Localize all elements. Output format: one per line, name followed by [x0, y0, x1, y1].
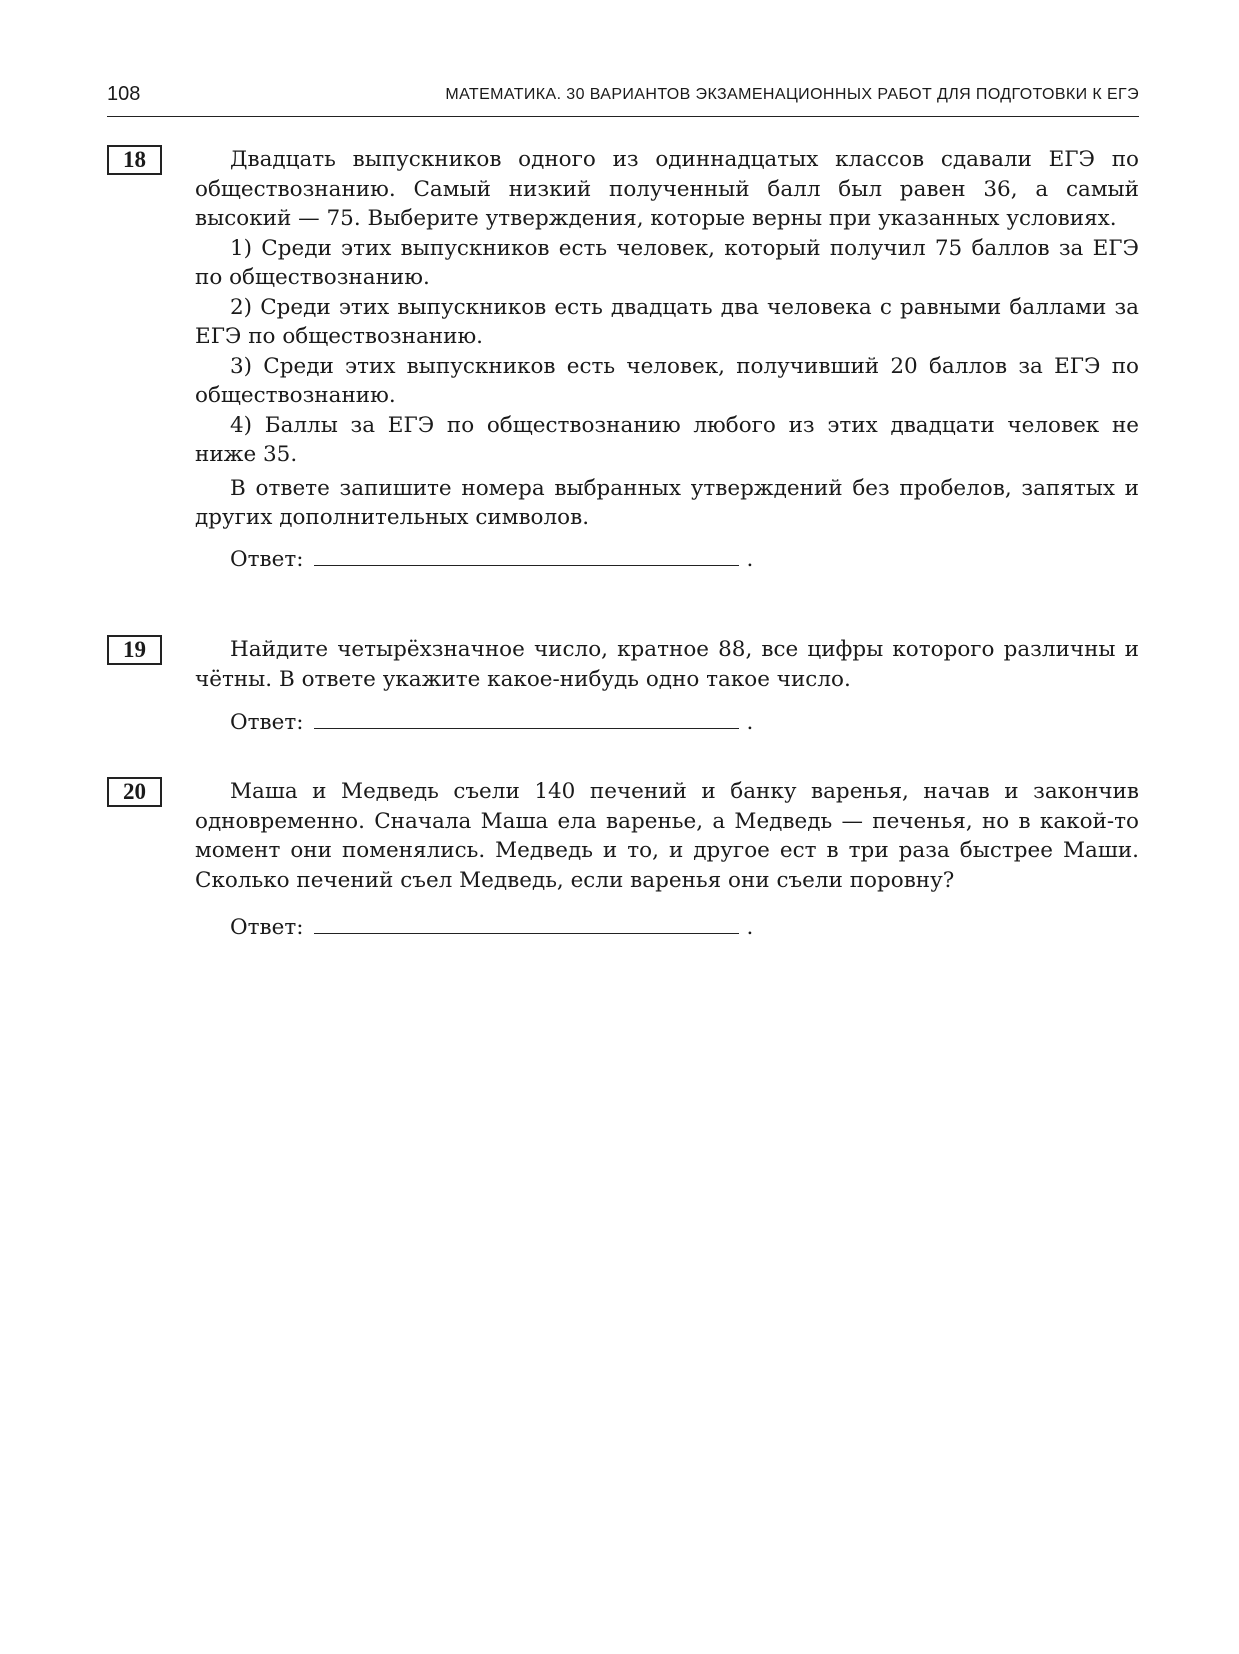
task-body	[195, 145, 1139, 571]
task-body	[195, 777, 1139, 939]
running-title: МАТЕМАТИКА. 30 ВАРИАНТОВ ЭКЗАМЕНАЦИОННЫХ РАБОТ ДЛЯ ПОДГОТОВКИ К ЕГЭ	[445, 86, 1139, 103]
answer-label: Ответ:	[230, 546, 304, 572]
answer-end-dot: .	[746, 915, 754, 940]
answer-label: Ответ:	[230, 915, 304, 940]
answer-label: Ответ:	[230, 710, 304, 735]
task-body	[195, 635, 1139, 734]
answer-end-dot: .	[746, 710, 754, 735]
answer-line[interactable]	[314, 909, 739, 934]
page-number: 108	[107, 83, 141, 105]
task-number-badge: 20	[107, 777, 162, 807]
task-instruction: В ответе запишите номера выбранных утверждений без пробелов, запятых и других дополнительных символов.	[195, 475, 1139, 530]
statement-2: 2) Среди этих выпускников есть двадцать два человека с равными баллами за ЕГЭ по обществознанию.	[195, 294, 1139, 349]
statement-1: 1) Среди этих выпускников есть человек, который получил 75 баллов за ЕГЭ по обществознанию.	[195, 235, 1139, 290]
answer-line[interactable]	[314, 704, 739, 729]
task-intro: Маша и Медведь съели 140 печений и банку варенья, начав и закончив одновременно. Сначала Маша ела варенье, а Медведь — печенья, но в какой-то момент они поменялись. Медведь и то, и другое ест в три раза быстрее Маши. Сколько печений съел Медведь, если варенья они съели поровну?	[195, 779, 1139, 893]
task-intro: Найдите четырёхзначное число, кратное 88, все цифры которого различны и чётны. В ответе укажите какое-нибудь одно такое число.	[195, 637, 1139, 692]
task-number-badge: 18	[107, 145, 162, 175]
statement-3: 3) Среди этих выпускников есть человек, получивший 20 баллов за ЕГЭ по обществознанию.	[195, 353, 1139, 408]
answer-line[interactable]	[314, 541, 739, 566]
answer-end-dot: .	[746, 546, 754, 572]
statement-4: 4) Баллы за ЕГЭ по обществознанию любого из этих двадцати человек не ниже 35.	[195, 412, 1139, 467]
page-header	[107, 82, 1139, 117]
answer-row	[195, 909, 1139, 939]
answer-row	[195, 541, 1139, 571]
task-intro: Двадцать выпускников одного из одиннадцатых классов сдавали ЕГЭ по обществознанию. Самый низкий полученный балл был равен 36, а самый высокий — 75. Выберите утверждения, которые верны при указанных условиях.	[195, 147, 1139, 231]
answer-row	[195, 704, 1139, 734]
task-number-badge: 19	[107, 635, 162, 665]
